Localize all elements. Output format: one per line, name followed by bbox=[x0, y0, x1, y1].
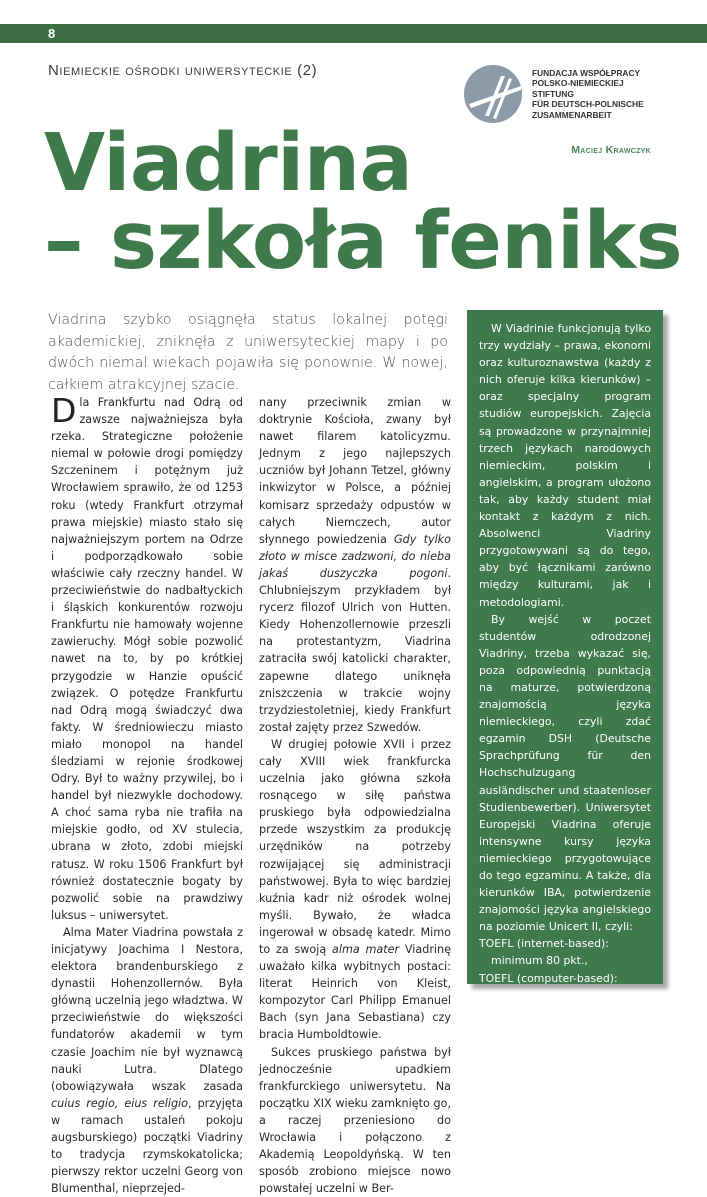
drop-cap: D bbox=[51, 391, 77, 430]
paragraph bbox=[51, 924, 243, 1197]
author-byline: Maciej Krawczyk bbox=[571, 144, 651, 156]
requirement-item: Cambridge Advanced: minimum A, bbox=[479, 1074, 600, 1105]
top-color-bar bbox=[0, 24, 707, 43]
foundation-line: STIFTUNG bbox=[532, 88, 574, 99]
requirement-item: TOEFL (paper-based): bbox=[479, 1005, 597, 1019]
latin-phrase: cuius regio, eius religio bbox=[51, 1096, 189, 1110]
foundation-line: FUNDACJA WSPÓŁPRACY bbox=[532, 68, 641, 78]
page-number: 8 bbox=[48, 26, 56, 41]
requirement-item: IELTS: minimum 6.5 bbox=[479, 1039, 587, 1053]
foundation-name bbox=[532, 68, 644, 120]
latin-phrase: alma mater bbox=[332, 943, 400, 956]
article-lead: Viadrina szybko osiągnęła status lokalnej potęgi akademickiej, zniknęła z uniwersyteckiej mapy i po dwóch niemal wiekach pojawiła się ponownie. W nowej, całkiem atrakcyjnej szacie. bbox=[48, 312, 448, 393]
requirement-value: minimum 213 pkt., bbox=[491, 988, 595, 1002]
paragraph bbox=[259, 736, 451, 1044]
requirement-value: minimum 80 pkt., bbox=[491, 954, 588, 968]
requirement-item: TOEFL (internet-based): bbox=[479, 937, 609, 951]
foundation-line: ZUSAMMENARBEIT bbox=[532, 109, 612, 120]
paragraph-text: Alma Mater Viadrina powstała z inicjatywy Joachima I Nestora, elektora brandenburskiego z dynastii Hohenzollernów. Była główną uczelnią jego władztwa. W przeciwieństwie do większości fundatorów akademii w tym czasie Joachim nie był wyznawcą nauki Lutra. Dlatego (obowiązywała wszak zasada bbox=[51, 925, 243, 1093]
title-line-2: – szkoła feniks bbox=[44, 195, 683, 287]
article-column-1 bbox=[51, 391, 243, 1197]
paragraph-text: W drugiej połowie XVII i przez cały XVIII wiek frankfurcka uczelnia jako główna szkoła rosnącego w siłę państwa pruskiego była odpowiedzialna przede wszystkim za produkcję urzędników na potrzeby rozwijającej się administracji państwowej. Była to więc bardziej kuźnia kadr niż ośrodek wolnej myśli. Bywało, że władca ingerował w obsadę katedr. Mimo to za swoją bbox=[259, 737, 451, 956]
requirement-item: TOEFL (computer-based): bbox=[479, 971, 618, 985]
quote: Gdy tylko złoto w misce zadzwoni, do nieba jakaś duszyczka pogoni bbox=[259, 532, 452, 580]
sidebar-text bbox=[479, 320, 651, 1158]
article-title bbox=[44, 117, 683, 287]
requirement-value: (Academic only), bbox=[491, 1057, 583, 1071]
title-line-1: Viadrina bbox=[44, 117, 413, 209]
series-title: Niemieckie ośrodki uniwersyteckie (2) bbox=[48, 62, 318, 79]
sidebar-paragraph: W Viadrinie funkcjonują tylko trzy wydziały – prawa, ekonomi oraz kulturoznawstwa (każdy z nich oferuje kilka kierunków) – oraz specjalny program studiów europejskich. Zajęcia są prowadzone w przynajmniej trzech językach narodowych niemieckim, polskim i angielskim, a program ułożono tak, aby każdy student miał kontakt z każdym z nich. Absolwenci Viadriny przygotowywani są do tego, aby być łącznikami zarówno między kulturami, jak i metodologiami. bbox=[479, 322, 651, 609]
paragraph bbox=[259, 394, 451, 736]
requirement-value: minimum 550 pkt., bbox=[491, 1022, 595, 1036]
paragraph-text: la Frankfurtu nad Odrą od zawsze najważniejsza była rzeka. Strategiczne położenie niemal w połowie drogi pomiędzy Szczeninem i potężnym już Wrocławiem sprawiło, że od 1253 roku (wtedy Frankfurt otrzymał prawa miejskie) miasto stało się najważniejszym portem na Odrze i podporządkowało sobie właściwie cały rzeczny handel. W przeciwieństwie do nadbałtyckich i śląskich konkurentów rozwoju Frankfurtu nie hamowały wojenne zawieruchy. Mógł sobie pozwolić nawet na to, by po krótkiej przygodzie w Hanzie opuścić związek. O potędze Frankfurtu nad Odrą mogą świadczyć dwa fakty. W średniowieczu miasto miało monopol na handel śledziami w rejonie środkowej Odry. Był to ważny przywilej, bo i handel był niezwykle dochodowy. A choć sama ryba nie trafiła na miejskie godło, od XV stulecia, ubrana w złoto, zdobi miejski ratusz. W roku 1506 Frankfurt był również dostatecznie bogaty by pozwolić sobie na prawdziwy luksus – uniwersytet. bbox=[51, 396, 243, 922]
paragraph-text: , przyjęta w ramach ustaleń pokoju augsburskiego) początki Viadriny to tradycja rzymskokatolicka; pierwszy rektor uczelni Georg von Blumenthal, nieprzejed- bbox=[51, 1096, 243, 1196]
foundation-line: POLSKO-NIEMIECKIEJ bbox=[532, 78, 624, 89]
paragraph: Sukces pruskiego państwa był jednocześnie upadkiem frankfurckiego uniwersytetu. Na początku XIX wieku zamknięto go, a raczej przeniesiono do Wrocławia i połączono z Akademią Leopoldyńską. W ten sposób zrobiono miejsce nowo powstałej uczelni w Ber- bbox=[259, 1045, 451, 1196]
requirement-item: Elsa: minimum 383 pkt. bbox=[479, 1142, 609, 1156]
paragraph-text: nany przeciwnik zmian w doktrynie Kościoła, zwany był nawet filarem katolicyzmu. Jednym z jego najlepszych uczniów był Johann Tetzel, główny inkwizytor w Polsce, a później komisarz sprzedaży odpustów w całych Niemczech, autor słynnego powiedzenia bbox=[259, 396, 451, 546]
sidebar-paragraph: By wejść w poczet studentów odrodzonej Viadriny, trzeba wykazać się, poza odpowiednią punktacją na maturze, potwierdzoną znajomością języka niemieckiego, czyli zdać egzamin DSH (Deutsche Sprachprüfung für den Hochschulzugang ausländischer und staatenloser Studienbewerber). Uniwersytet Europejski Viadrina oferuje intensywne kursy języka niemieckiego przygotowujące do tego egzaminu. A także, dla kierunków IBA, potwierdzenie znajomości języka angielskiego na poziomie Unicert II, czyli: bbox=[479, 612, 651, 934]
foundation-line: FÜR DEUTSCH-POLNISCHE bbox=[532, 99, 644, 110]
paragraph-text: Viadrinę uważało kilka wybitnych postaci: literat Heinrich von Kleist, kompozytor Carl Philipp Emanuel Bach (syn Jana Sebastiana) czy bracia Humboldtowie. bbox=[259, 943, 451, 1042]
info-sidebar bbox=[467, 310, 663, 1156]
requirement-item: Cambridge Proficiency: minimum C. bbox=[479, 1108, 605, 1139]
paragraph bbox=[51, 391, 243, 924]
paragraph-text: . Chlubniejszym przykładem był rycerz filozof Ulrich von Hutten. Kiedy Hohenzollernowie przeszli na protestantyzm, Viadrina zatraciła swój katolicki charakter, zapewne dlatego uniknęła zniszczenia w trakcie wojny trzydziestoletniej, kiedy Frankfurt został zajęty przez Szwedów. bbox=[259, 566, 451, 734]
fwpn-logo-icon bbox=[463, 64, 523, 124]
article-column-2 bbox=[259, 394, 451, 1197]
